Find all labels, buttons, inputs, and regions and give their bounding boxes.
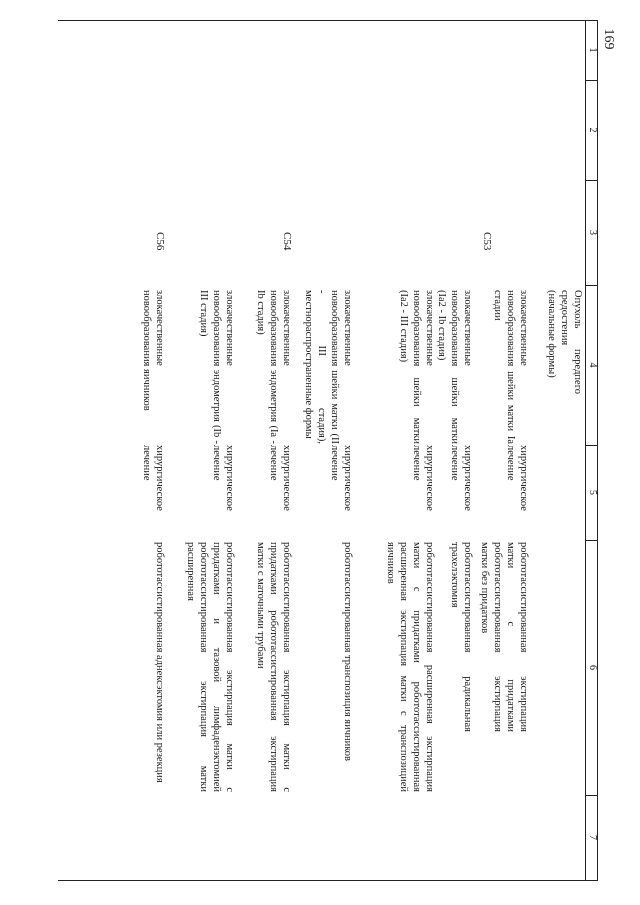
column-number-4: 4 [587, 362, 598, 368]
table-right-border [58, 880, 598, 881]
icd-code-c53: C53 [481, 232, 493, 251]
column-number-2: 2 [587, 127, 598, 133]
method-cell: робототассистированная аднексэктомия или резекция [154, 542, 165, 783]
rotated-table [58, 20, 598, 880]
diagnosis-cell: злокачественные новообразования шейки матки (Ia2 - Ib стадия) [436, 290, 473, 444]
treatment-cell: хирургическое лечение [141, 445, 165, 511]
diagnosis-cell: злокачественные новообразования эндометрия (Ib - III стадия) [198, 290, 235, 444]
column-number-6: 6 [587, 665, 598, 670]
column-number-1: 1 [587, 47, 598, 53]
method-cell: робототассистированная транспозиция яичников [342, 542, 353, 762]
treatment-cell: хирургическое лечение [329, 445, 353, 511]
treatment-cell: хирургическое лечение [449, 445, 473, 511]
icd-code-c56: C56 [154, 232, 166, 251]
column-number-7: 7 [587, 835, 598, 840]
diagnosis-cell: злокачественные новообразования шейки матки Ia стадии [492, 290, 529, 444]
method-cell: робототассистированная экстирпация матки с придатками робототассистированная экстирпация матки без придатков [479, 542, 529, 732]
method-cell: робототассистированная экстирпация матки с придатками и тазовой лимфаденэктомией робототассистированная экстирпация матки расширенная [185, 542, 235, 792]
treatment-cell: хирургическое лечение [505, 445, 529, 511]
icd-code-c54: C54 [281, 232, 293, 251]
treatment-cell: хирургическое лечение [268, 445, 292, 511]
page-number: 169 [601, 28, 616, 50]
diagnosis-cell: злокачественные новообразования шейки матки (Ia2 - III стадия) [398, 290, 435, 444]
treatment-cell: хирургическое лечение [211, 445, 235, 511]
method-cell: робототассистированная радикальная трахелэктомия [449, 542, 473, 732]
diagnosis-cell: Опухоль передпего средостения (начальные формы) [546, 290, 583, 394]
diagnosis-cell: злокачественные новообразования яичников [141, 290, 165, 411]
diagnosis-cell: злокачественные новообразования эндометрия (Ia - Ib стадия) [255, 290, 292, 444]
column-number-3: 3 [587, 230, 598, 235]
method-cell: робототассистированная расширенная экстирпация матки с придатками робототассистированная расширенная экстирпация матки с транспозицией яичников [385, 542, 435, 792]
method-cell: робототассистированная экстирпация матки с придатками робототассистированная экстирпация матки с маточными трубами [255, 542, 292, 792]
column-number-5: 5 [587, 490, 598, 495]
treatment-cell: хирургическое лечение [411, 445, 435, 511]
diagnosis-cell: злокачественные новообразования шейки матки (II - III стадия), местнораспространенные формы [303, 290, 353, 444]
table-left-border [58, 20, 598, 21]
